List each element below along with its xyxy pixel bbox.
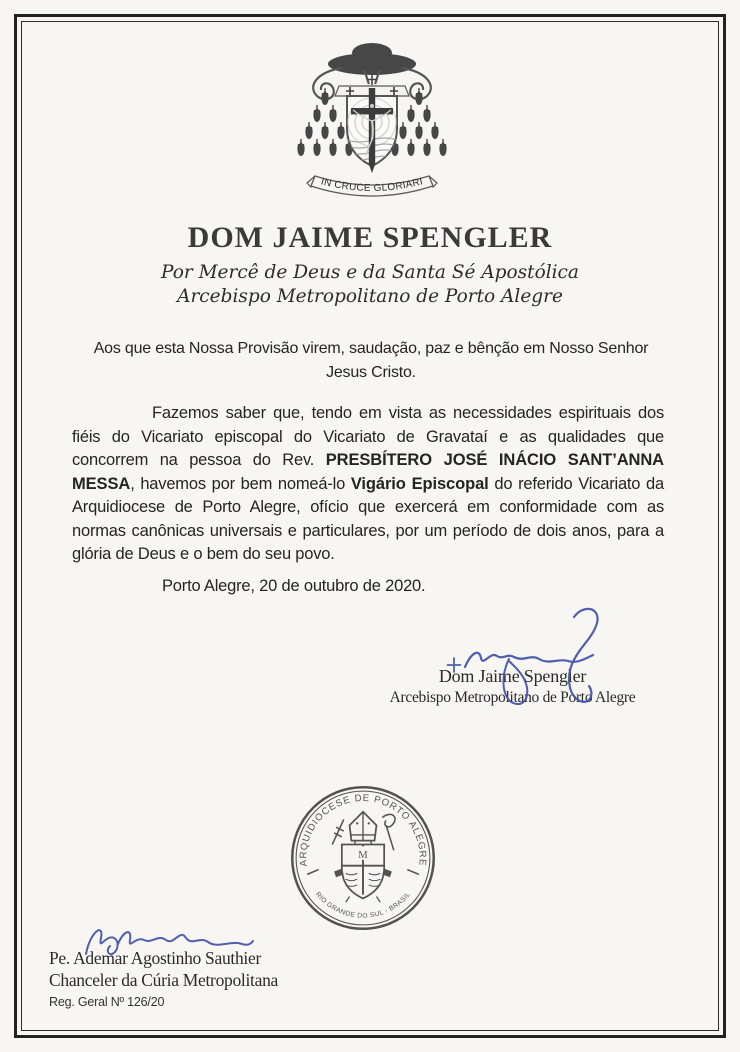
archdiocese-seal <box>286 781 440 935</box>
shield <box>347 88 397 173</box>
appointee-name: PRESBÍTERO JOSÉ INÁCIO SANT’ANNA MESSA <box>72 451 664 493</box>
coat-of-arms <box>287 36 457 202</box>
body-text-1: Fazemos saber que, tendo em vista as necessidades espirituais dos fiéis do Vicariato episcopal do Vicariato de Gravataí e as qualidades que concorrem na pessoa do Rev. <box>72 404 664 469</box>
motto-scroll <box>307 176 437 196</box>
tassels-right <box>391 88 446 156</box>
archbishop-name: Dom Jaime Spengler <box>438 666 587 686</box>
subtitle-line-1: Por Mercê de Deus e da Santa Sé Apostólica <box>161 262 579 283</box>
subtitle-line-2: Arcebispo Metropolitano de Porto Alegre <box>177 286 563 307</box>
crest-motto: IN CRUCE GLORIARI <box>319 176 425 195</box>
seal-cross-staff-icon <box>332 820 344 845</box>
archbishop-signature <box>435 603 620 718</box>
body-paragraph <box>72 402 664 567</box>
office-title: Vigário Episcopal <box>350 474 489 493</box>
chancellor-signature <box>80 912 255 960</box>
seal-right-dash <box>407 870 419 875</box>
salutation: Aos que esta Nossa Provisão virem, saudação, paz e bênção em Nosso Senhor Jesus Cristo. <box>93 340 649 381</box>
seal-arc-bottom-text: RIO GRANDE DO SUL - BRASIL <box>313 890 413 920</box>
tassels-left <box>297 88 352 156</box>
seal-left-dash <box>307 870 319 875</box>
body-text-2: , havemos por bem nomeá-lo <box>130 474 351 493</box>
seal-arc-top-text: ARQUIDIOCESE DE PORTO ALEGRE <box>298 792 428 867</box>
body-text-3: do referido Vicariato da Arquidiocese de Porto Alegre, ofício que exercerá em conformidade com as normas canônicas universais e particulares, por um período de dois anos, para a glória de Deus e o bem do seu povo. <box>72 474 664 563</box>
chancellor-name: Pe. Ademar Agostinho Sauthier <box>49 948 261 968</box>
signature-cross-icon <box>448 658 461 672</box>
chancellor-title: Chanceler da Cúria Metropolitana <box>49 970 278 990</box>
archbishop-title: Arcebispo Metropolitano de Porto Alegre <box>389 689 636 706</box>
seal-monogram: M <box>358 850 368 861</box>
dateline: Porto Alegre, 20 de outubro de 2020. <box>162 577 426 595</box>
document-subtitle <box>0 261 740 309</box>
document-title: DOM JAIME SPENGLER <box>187 221 553 254</box>
galero-hat-icon <box>328 43 416 75</box>
registry-number: Reg. Geral Nº 126/20 <box>49 995 165 1009</box>
seal-shield <box>334 845 392 903</box>
